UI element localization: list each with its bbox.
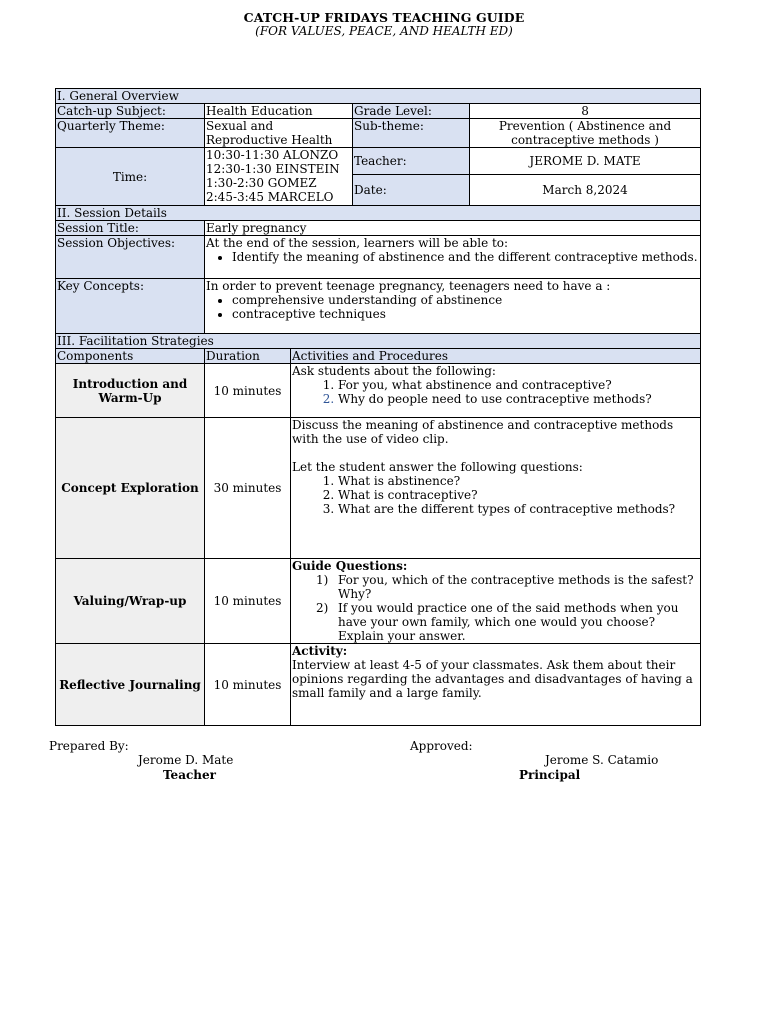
grade-value: 8 <box>470 104 701 119</box>
key-concepts-label: Key Concepts: <box>56 279 205 334</box>
section-session-details: II. Session Details <box>56 206 701 221</box>
time-slot: 1:30-2:30 GOMEZ <box>206 176 317 190</box>
subject-label: Catch-up Subject: <box>56 104 205 119</box>
approved-label: Approved: <box>410 739 473 753</box>
section-facilitation-strategies: III. Facilitation Strategies <box>56 334 701 349</box>
guide-question: If you would practice one of the said methods when you have your own family, which one would you choose? Explain your answer. <box>338 601 679 643</box>
teacher-label: Teacher: <box>353 148 470 175</box>
col-components: Components <box>56 349 205 364</box>
component-concept-exploration: Concept Exploration <box>56 418 205 559</box>
time-slot: 2:45-3:45 MARCELO <box>206 190 334 204</box>
subtheme-label: Sub-theme: <box>353 119 470 148</box>
teacher-value: JEROME D. MATE <box>470 148 701 175</box>
session-title-value: Early pregnancy <box>205 221 701 236</box>
approved-role: Principal <box>519 768 581 782</box>
date-label: Date: <box>353 175 470 206</box>
subtheme-value: Prevention ( Abstinence and contraceptive methods ) <box>470 119 701 148</box>
session-title-label: Session Title: <box>56 221 205 236</box>
date-value: March 8,2024 <box>470 175 701 206</box>
concept-question: 3. What are the different types of contraceptive methods? <box>338 502 699 516</box>
introduction-question: 2. Why do people need to use contraceptive methods? <box>338 392 699 406</box>
grade-label: Grade Level: <box>353 104 470 119</box>
duration-concept-exploration: 30 minutes <box>205 418 291 559</box>
session-objectives-label: Session Objectives: <box>56 236 205 279</box>
introduction-lead: Ask students about the following: <box>292 364 496 378</box>
introduction-question: 1. For you, what abstinence and contraceptive? <box>338 378 699 392</box>
theme-value: Sexual and Reproductive Health <box>205 119 353 148</box>
duration-reflective-journaling: 10 minutes <box>205 644 291 726</box>
document-title: CATCH-UP FRIDAYS TEACHING GUIDE <box>243 10 525 25</box>
section-general-overview: I. General Overview <box>56 89 701 104</box>
activities-reflective-journaling <box>291 644 701 726</box>
prepared-by-label: Prepared By: <box>49 739 129 753</box>
duration-introduction: 10 minutes <box>205 364 291 418</box>
activity-heading: Activity: <box>292 644 348 658</box>
objectives-intro: At the end of the session, learners will be able to: <box>206 236 509 250</box>
subject-value: Health Education <box>205 104 353 119</box>
document-subtitle: (FOR VALUES, PEACE, AND HEALTH ED) <box>255 24 513 38</box>
objective-item: • Identify the meaning of abstinence and the different contraceptive methods. <box>232 250 699 264</box>
guide-questions-heading: Guide Questions: <box>292 559 408 573</box>
duration-valuing: 10 minutes <box>205 559 291 644</box>
component-valuing: Valuing/Wrap-up <box>56 559 205 644</box>
component-introduction: Introduction and Warm-Up <box>56 364 205 418</box>
time-slot: 10:30-11:30 ALONZO <box>206 148 339 162</box>
approved-name: Jerome S. Catamio <box>545 753 659 767</box>
concept-paragraph: Let the student answer the following questions: <box>292 460 583 474</box>
prepared-by-role: Teacher <box>163 768 216 782</box>
concept-item: • comprehensive understanding of abstinence <box>232 293 699 307</box>
session-objectives <box>205 236 701 279</box>
col-activities: Activities and Procedures <box>291 349 701 364</box>
col-duration: Duration <box>205 349 291 364</box>
guide-question: For you, which of the contraceptive methods is the safest? Why? <box>338 573 694 601</box>
concept-paragraph: Discuss the meaning of abstinence and contraceptive methods with the use of video clip. <box>292 418 674 446</box>
activities-introduction <box>291 364 701 418</box>
theme-label: Quarterly Theme: <box>56 119 205 148</box>
time-slot: 12:30-1:30 EINSTEIN <box>206 162 340 176</box>
prepared-by-name: Jerome D. Mate <box>138 753 234 767</box>
activity-text: Interview at least 4-5 of your classmates. Ask them about their opinions regarding the advantages and disadvantages of having a small family and a large family. <box>292 658 693 700</box>
concept-question: 2. What is contraceptive? <box>338 488 699 502</box>
time-label: Time: <box>56 148 205 206</box>
activities-valuing <box>291 559 701 644</box>
concepts-intro: In order to prevent teenage pregnancy, teenagers need to have a : <box>206 279 611 293</box>
key-concepts <box>205 279 701 334</box>
time-schedule <box>205 148 353 206</box>
component-reflective-journaling: Reflective Journaling <box>56 644 205 726</box>
concept-item: • contraceptive techniques <box>232 307 699 321</box>
concept-question: 1. What is abstinence? <box>338 474 699 488</box>
teaching-guide-table <box>55 88 701 726</box>
activities-concept-exploration <box>291 418 701 559</box>
